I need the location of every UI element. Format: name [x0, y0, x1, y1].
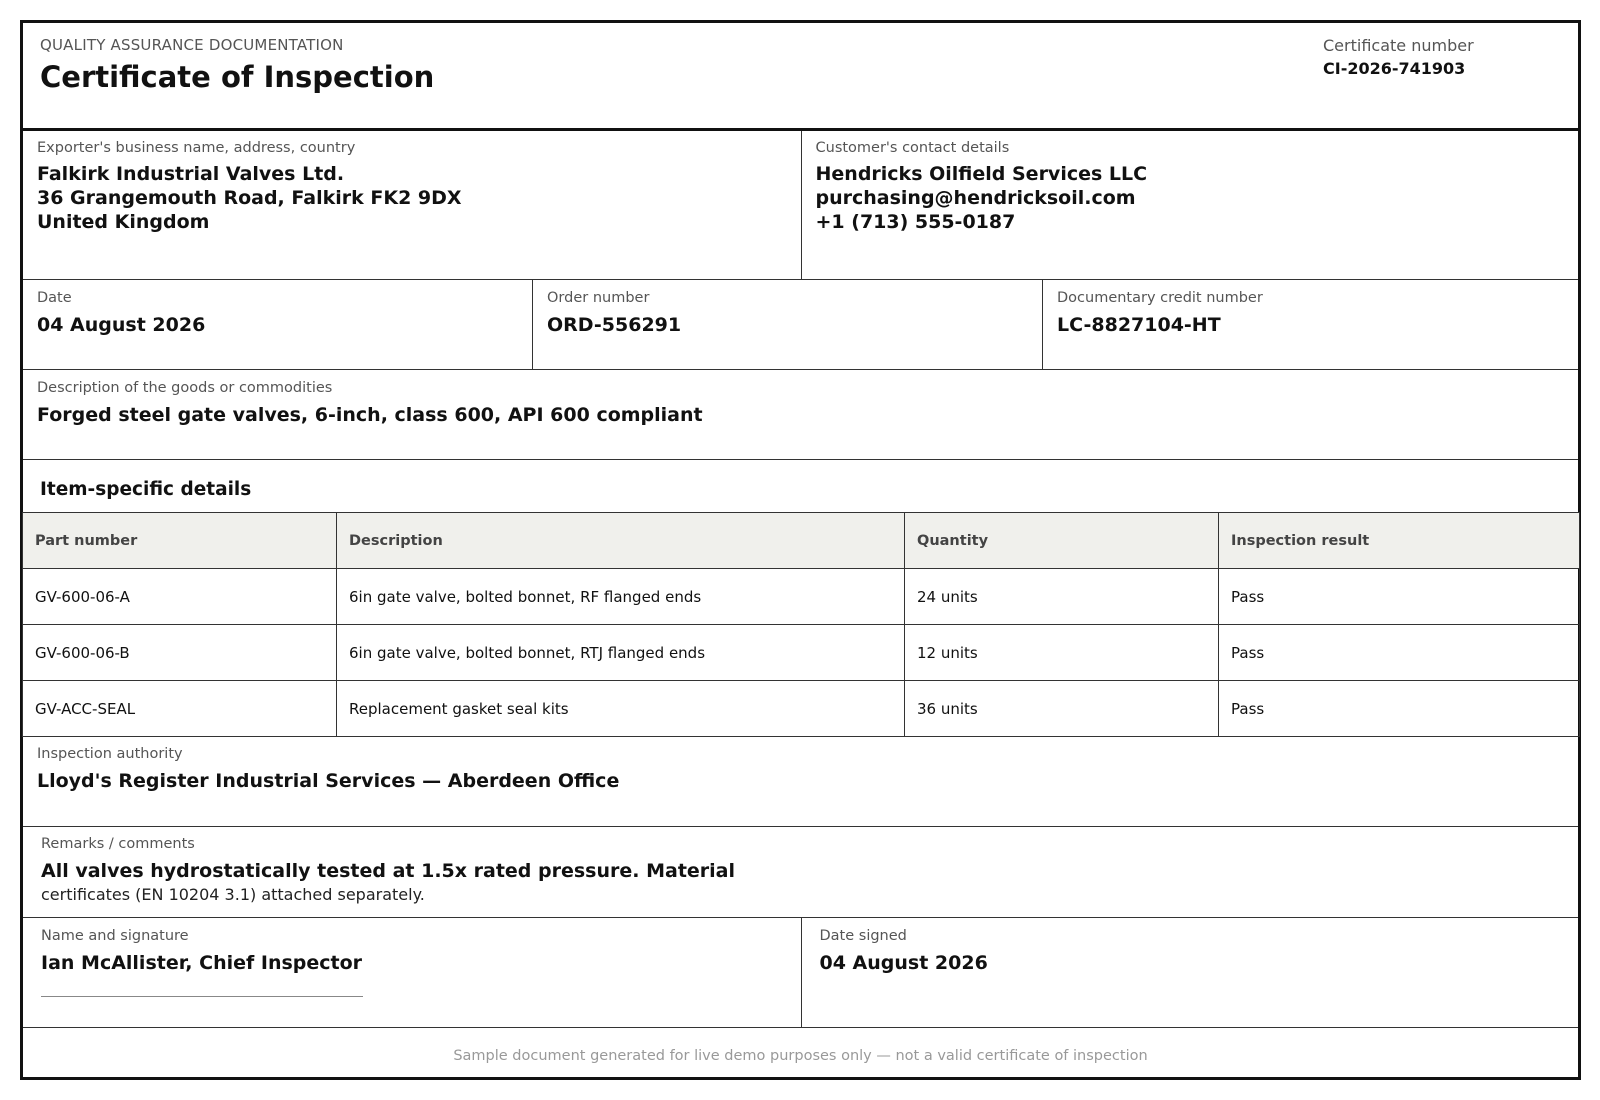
inspection-authority	[23, 737, 1578, 826]
quantity-cell: 36 units	[905, 681, 1219, 737]
disclaimer-footer: Sample document generated for live demo purposes only — not a valid certificate of inspection	[453, 1048, 1148, 1064]
column-header-inspection-result: Inspection result	[1219, 513, 1580, 569]
credit-number-value: LC-8827104-HT	[1057, 314, 1221, 336]
signatory-name: Ian McAllister, Chief Inspector	[41, 952, 363, 974]
inspection-authority-row	[23, 737, 1578, 827]
order-number-value: ORD-556291	[547, 314, 682, 336]
items-table-header	[23, 513, 1580, 569]
column-header-quantity: Quantity	[905, 513, 1219, 569]
items-heading: Item-specific details	[40, 479, 252, 500]
date-signed-section	[801, 918, 1579, 1027]
date-field	[23, 280, 532, 369]
column-header-description: Description	[337, 513, 905, 569]
remarks-line-1: All valves hydrostatically tested at 1.5x rated pressure. Material	[41, 860, 736, 882]
exporter-section	[23, 131, 801, 279]
customer-section	[801, 131, 1579, 279]
order-number-label: Order number	[547, 290, 650, 306]
description-cell: Replacement gasket seal kits	[337, 681, 905, 737]
part-number-cell: GV-600-06-B	[23, 625, 337, 681]
certificate-number: CI-2026-741903	[1323, 59, 1466, 78]
signature-line	[41, 996, 363, 997]
credit-number-field	[1042, 280, 1578, 369]
customer-phone: +1 (713) 555-0187	[815, 211, 1016, 233]
exporter-country: United Kingdom	[37, 211, 210, 233]
inspection-authority-label: Inspection authority	[37, 746, 183, 762]
exporter-details	[37, 162, 787, 234]
column-header-part-number: Part number	[23, 513, 337, 569]
inspection-result-cell: Pass	[1219, 569, 1580, 625]
certificate-number-label: Certificate number	[1323, 36, 1474, 55]
signature-label: Name and signature	[41, 928, 189, 944]
certificate-header	[23, 23, 1578, 131]
order-number-field	[532, 280, 1042, 369]
inspection-authority-value: Lloyd's Register Industrial Services — Aberdeen Office	[37, 770, 620, 792]
customer-details	[816, 162, 1565, 234]
credit-number-label: Documentary credit number	[1057, 290, 1263, 306]
items-heading-row	[23, 460, 1578, 512]
quantity-cell: 12 units	[905, 625, 1219, 681]
table-row	[23, 569, 1580, 625]
inspection-result-cell: Pass	[1219, 625, 1580, 681]
signature-row	[23, 918, 1578, 1028]
document-category: QUALITY ASSURANCE DOCUMENTATION	[40, 36, 344, 54]
part-number-cell: GV-ACC-SEAL	[23, 681, 337, 737]
inspection-certificate	[20, 20, 1581, 1080]
part-number-cell: GV-600-06-A	[23, 569, 337, 625]
exporter-address: 36 Grangemouth Road, Falkirk FK2 9DX	[37, 187, 462, 209]
goods-description-row	[23, 370, 1578, 460]
remarks	[23, 827, 1578, 917]
customer-label: Customer's contact details	[815, 140, 1010, 156]
reference-row	[23, 280, 1578, 370]
table-row	[23, 625, 1580, 681]
date-signed-value: 04 August 2026	[819, 952, 988, 974]
date-label: Date	[37, 290, 72, 306]
items-table	[22, 512, 1580, 737]
date-signed-label: Date signed	[819, 928, 907, 944]
parties-row	[23, 131, 1578, 280]
goods-description-value: Forged steel gate valves, 6-inch, class 600, API 600 compliant	[37, 404, 703, 426]
inspection-result-cell: Pass	[1219, 681, 1580, 737]
date-value: 04 August 2026	[37, 314, 206, 336]
description-cell: 6in gate valve, bolted bonnet, RF flanged ends	[337, 569, 905, 625]
table-row	[23, 681, 1580, 737]
remarks-row	[23, 827, 1578, 918]
description-cell: 6in gate valve, bolted bonnet, RTJ flanged ends	[337, 625, 905, 681]
exporter-name: Falkirk Industrial Valves Ltd.	[37, 163, 345, 185]
exporter-label: Exporter's business name, address, country	[37, 140, 356, 156]
quantity-cell: 24 units	[905, 569, 1219, 625]
signature-section	[23, 918, 801, 1027]
customer-name: Hendricks Oilfield Services LLC	[815, 163, 1148, 185]
certificate-title: Certificate of Inspection	[40, 60, 435, 94]
certificate-number-block	[1323, 36, 1474, 78]
customer-email: purchasing@hendricksoil.com	[815, 187, 1136, 209]
remarks-label: Remarks / comments	[41, 836, 195, 852]
goods-description	[23, 370, 1578, 459]
remarks-line-2: certificates (EN 10204 3.1) attached separately.	[41, 885, 425, 904]
goods-description-label: Description of the goods or commodities	[37, 380, 333, 396]
